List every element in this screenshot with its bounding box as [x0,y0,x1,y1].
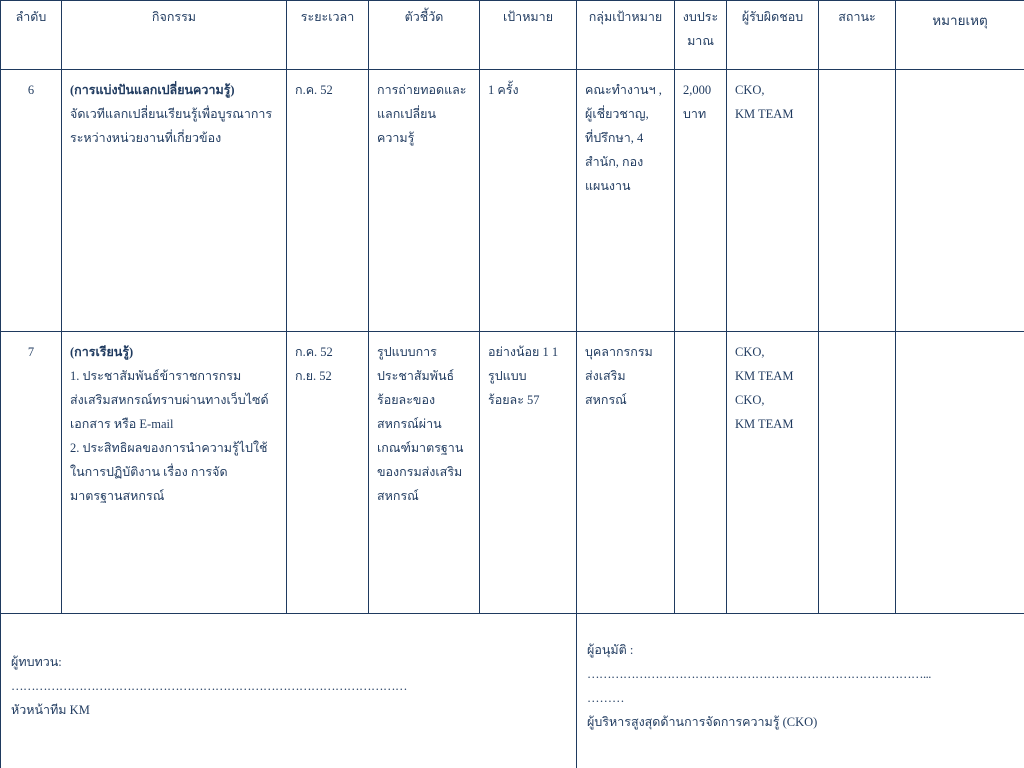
target-group-cell [577,70,675,332]
group-line: คณะทำงานฯ , [585,83,662,97]
approver-title: ผู้บริหารสูงสุดด้านการจัดการความรู้ (CKO) [587,715,818,729]
indicator-line: สหกรณ์ [377,489,419,503]
period-cell [287,70,369,332]
group-line: สหกรณ์ [585,393,627,407]
activity-title: (การเรียนรู้) [70,345,134,359]
period-cell [287,332,369,614]
indicator-line: ประชาสัมพันธ์ [377,369,455,383]
responsible-line: KM TEAM [735,417,794,431]
indicator-line: การถ่ายทอดและ [377,83,467,97]
header-period: ระยะเวลา [287,1,369,70]
reviewer-title: หัวหน้าทีม KM [11,703,90,717]
row-number: 6 [1,70,62,332]
activity-line: ส่งเสริมสหกรณ์ทราบผ่านทางเว็บไซด์ [70,393,269,407]
group-line: บุคลากรกรม [585,345,653,359]
header-budget-line1: งบประ [682,10,719,24]
signature-row [1,614,1024,768]
group-line: ผู้เชี่ยวชาญ, [585,107,649,121]
indicator-line: รูปแบบการ [377,345,437,359]
target-cell [480,70,577,332]
approver-block [577,614,1024,768]
activity-line: ในการปฏิบัติงาน เรื่อง การจัด [70,465,228,479]
period-line: ก.ย. 52 [295,369,332,383]
budget-cell [675,332,727,614]
target-cell [480,332,577,614]
responsible-line: CKO, [735,345,765,359]
remark-cell [896,332,1024,614]
budget-cell [675,70,727,332]
header-status: สถานะ [819,1,896,70]
group-line: แผนงาน [585,179,631,193]
indicator-line: ความรู้ [377,131,415,145]
header-no: ลำดับ [1,1,62,70]
header-target: เป้าหมาย [480,1,577,70]
target-group-cell [577,332,675,614]
activity-cell [62,70,287,332]
indicator-line: แลกเปลี่ยน [377,107,437,121]
indicator-cell [369,70,480,332]
activity-line: จัดเวทีแลกเปลี่ยนเรียนรู้เพื่อบูรณาการ [70,107,273,121]
indicator-line: เกณฑ์มาตรฐาน [377,441,464,455]
responsible-line: CKO, [735,83,765,97]
group-line: ที่ปรึกษา, 4 [585,131,644,145]
budget-line: 2,000 [683,83,712,97]
row-number: 7 [1,332,62,614]
status-cell [819,332,896,614]
header-activity: กิจกรรม [62,1,287,70]
approver-signature-line: …………………………………………………………………………... [587,667,931,681]
activity-line: มาตรฐานสหกรณ์ [70,489,165,503]
target-line: อย่างน้อย 1 1 [488,345,559,359]
responsible-line: KM TEAM [735,107,794,121]
approver-signature-line-cont: ……… [587,691,625,705]
reviewer-label: ผู้ทบทวน: [11,655,62,669]
period-line: ก.ค. 52 [295,345,333,359]
activity-cell [62,332,287,614]
target-line: 1 ครั้ง [488,83,519,97]
activity-line: 1. ประชาสัมพันธ์ข้าราชการกรม [70,369,242,383]
header-responsible: ผู้รับผิดชอบ [727,1,819,70]
header-budget [675,1,727,70]
header-remark: หมายเหตุ [896,1,1024,70]
responsible-line: KM TEAM [735,369,794,383]
indicator-line: สหกรณ์ผ่าน [377,417,442,431]
header-target-group: กลุ่มเป้าหมาย [577,1,675,70]
status-cell [819,70,896,332]
reviewer-signature-line: ……………………………………………………………………………………… [11,679,407,693]
group-line: สำนัก, กอง [585,155,644,169]
target-line: รูปแบบ [488,369,527,383]
table-row [1,332,1024,614]
indicator-line: ของกรมส่งเสริม [377,465,463,479]
table-row [1,70,1024,332]
header-budget-line2: มาณ [687,34,714,48]
indicator-line: ร้อยละของ [377,393,436,407]
activity-line: เอกสาร หรือ E-mail [70,417,174,431]
approver-label: ผู้อนุมัติ : [587,643,634,657]
header-row [1,1,1024,70]
header-indicator: ตัวชี้วัด [369,1,480,70]
responsible-line: CKO, [735,393,765,407]
remark-cell [896,70,1024,332]
indicator-cell [369,332,480,614]
activity-line: ระหว่างหน่วยงานที่เกี่ยวข้อง [70,131,222,145]
budget-line: บาท [683,107,707,121]
period-line: ก.ค. 52 [295,83,333,97]
activity-title: (การแบ่งปันแลกเปลี่ยนความรู้) [70,83,235,97]
activity-line: 2. ประสิทธิผลของการนำความรู้ไปใช้ [70,441,268,455]
responsible-cell [727,70,819,332]
reviewer-block [1,614,577,768]
target-line: ร้อยละ 57 [488,393,540,407]
group-line: ส่งเสริม [585,369,626,383]
responsible-cell [727,332,819,614]
